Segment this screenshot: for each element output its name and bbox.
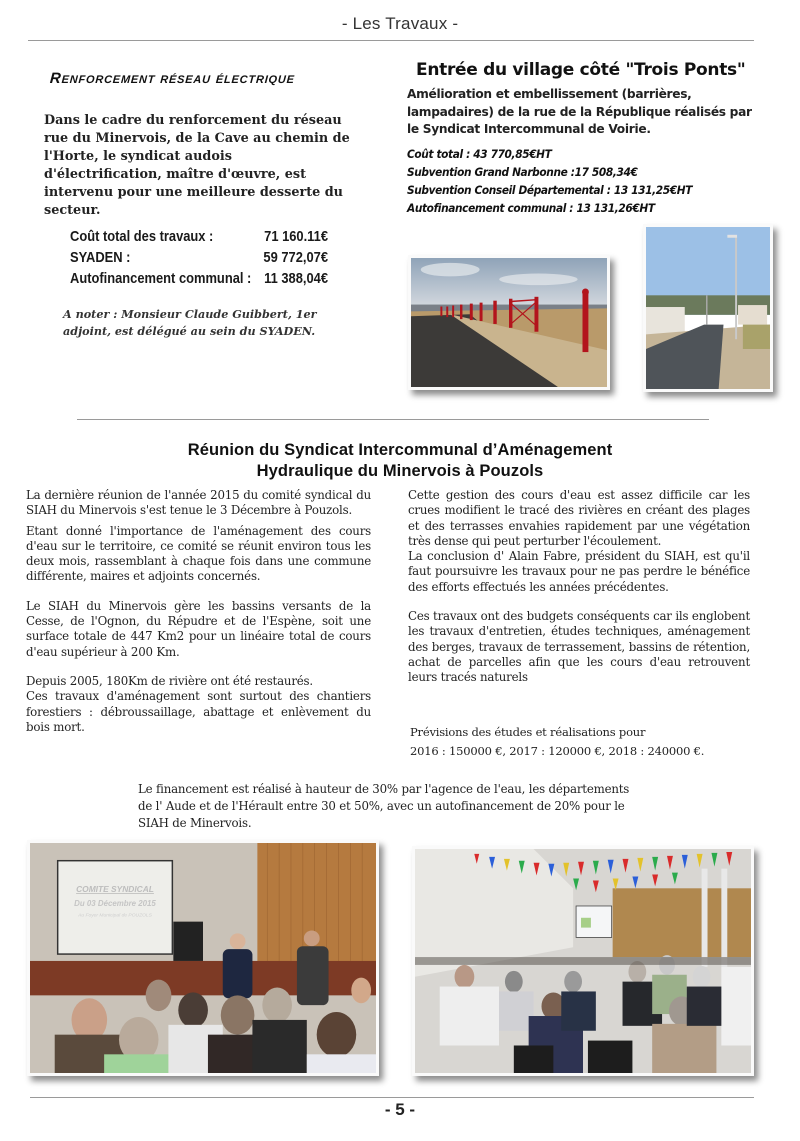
paragraph: Le SIAH du Minervois gère les bassins versants de la Cesse, de l'Ognon, du Répudre et de l'Espène, soit une surface totale de 447 Km2 pour un linéaire total de cours d'eau supérieur à 200 Km. xyxy=(26,598,371,659)
siah-title-line1: Réunion du Syndicat Intercommunal d’Aménagement xyxy=(187,441,613,459)
siah-financing-paragraph: Le financement est réalisé à hauteur de 30% par l'agence de l'eau, les départements de l' Aude et de l'Hérault entre 30 et 50%, avec un autofinancement de 20% pour le SIAH de Minervois. xyxy=(138,782,630,830)
siah-title-line2: Hydraulique du Minervois à Pouzols xyxy=(256,462,544,480)
entrance-section-title: Entrée du village côté "Trois Ponts" xyxy=(416,60,746,80)
paragraph: Depuis 2005, 180Km de rivière ont été restaurés. xyxy=(26,673,313,688)
cost-line: Subvention Conseil Départemental : 13 131,25€HT xyxy=(407,183,693,197)
page-header-title: - Les Travaux - xyxy=(341,14,459,33)
siah-left-column xyxy=(26,488,371,740)
cost-line: Coût total : 43 770,85€HT xyxy=(407,147,552,161)
cost-value: 71 160.11€ xyxy=(264,228,328,245)
siah-section-title xyxy=(80,440,720,482)
paragraph: Etant donné l'importance de l'aménagement des cours d'eau sur le territoire, ce comité se réunit environ tous les deux mois, rassemblant à chaque fois dans une commune différente, maires et adjoints concernés. xyxy=(26,523,371,584)
cost-line: Subvention Grand Narbonne :17 508,34€ xyxy=(407,165,638,179)
screen-text-line1: COMITE SYNDICAL xyxy=(76,884,154,895)
cost-row xyxy=(70,247,328,268)
section-divider xyxy=(77,419,709,420)
screen-text-line2: Du 03 Décembre 2015 xyxy=(74,898,156,908)
electric-section-body: Dans le cadre du renforcement du réseau rue du Minervois, de la Cave au chemin de l'Horte, le syndicat audois d'électrification, maître d'œuvre, est intervenu pour une meilleure desserte du secteur. xyxy=(44,113,350,218)
cost-value: 59 772,07€ xyxy=(263,249,328,266)
cost-label: Autofinancement communal : xyxy=(70,270,252,287)
footer-divider xyxy=(30,1097,754,1098)
meeting-speakers-photo xyxy=(27,840,379,1076)
page-number: - 5 - xyxy=(384,1100,416,1119)
cost-line: Autofinancement communal : 13 131,26€HT xyxy=(407,201,655,215)
siah-right-column xyxy=(408,488,750,691)
header-divider xyxy=(28,40,754,41)
paragraph: La conclusion d' Alain Fabre, président du SIAH, est qu'il faut poursuivre les travaux pour ne pas perdre le bénéfice des efforts effectués les années précédentes. xyxy=(408,549,750,594)
barriers-photo-image xyxy=(411,258,607,387)
barriers-photo xyxy=(408,255,610,390)
paragraph: La dernière réunion de l'année 2015 du comité syndical du SIAH du Minervois s'est tenue le 3 Décembre à Pouzols. xyxy=(26,488,371,518)
cost-row xyxy=(70,226,328,247)
meeting-hall-photo xyxy=(412,846,754,1076)
forecast-values: 2016 : 150000 €, 2017 : 120000 €, 2018 : 240000 €. xyxy=(410,744,705,758)
cost-label: Coût total des travaux : xyxy=(70,228,214,245)
entrance-section-body: Amélioration et embellissement (barrières, lampadaires) de la rue de la République réalisés par le Syndicat Intercommunal de Voirie. xyxy=(407,87,752,136)
entrance-cost-list xyxy=(407,145,767,217)
paragraph: Cette gestion des cours d'eau est assez difficile car les crues modifient le tracé des rivières en créant des plages et des terrasses envahies rapidement par une végétation très dense qui peut perturber l'écoulement. xyxy=(408,488,750,548)
siah-forecast xyxy=(410,723,730,761)
electric-section-note: A noter : Monsieur Claude Guibbert, 1er adjoint, est délégué au sein du SYADEN. xyxy=(63,307,317,338)
cost-label: SYADEN : xyxy=(70,249,131,266)
paragraph: Ces travaux d'aménagement sont surtout des chantiers forestiers : débroussaillage, abattage et enlèvement du bois mort. xyxy=(26,689,371,734)
street-lamp-photo xyxy=(643,224,773,392)
forecast-intro: Prévisions des études et réalisations pour xyxy=(410,725,646,739)
meeting-speakers-photo-image xyxy=(30,843,376,1073)
electric-cost-table xyxy=(70,226,330,289)
screen-text-line3: Au Foyer Municipal de POUZOLS xyxy=(78,913,152,919)
cost-value: 11 388,04€ xyxy=(264,270,328,287)
paragraph: Ces travaux ont des budgets conséquents car ils englobent les travaux d'entretien, études techniques, aménagement des berges, travaux de terrassement, bassins de rétention, achat de parcelles afin que les cours d'eau retrouvent leurs tracés naturels xyxy=(408,609,750,685)
cost-row xyxy=(70,268,328,289)
street-lamp-photo-image xyxy=(646,227,770,389)
electric-section-title: Renforcement réseau électrique xyxy=(49,70,296,87)
meeting-hall-photo-image xyxy=(415,849,751,1073)
